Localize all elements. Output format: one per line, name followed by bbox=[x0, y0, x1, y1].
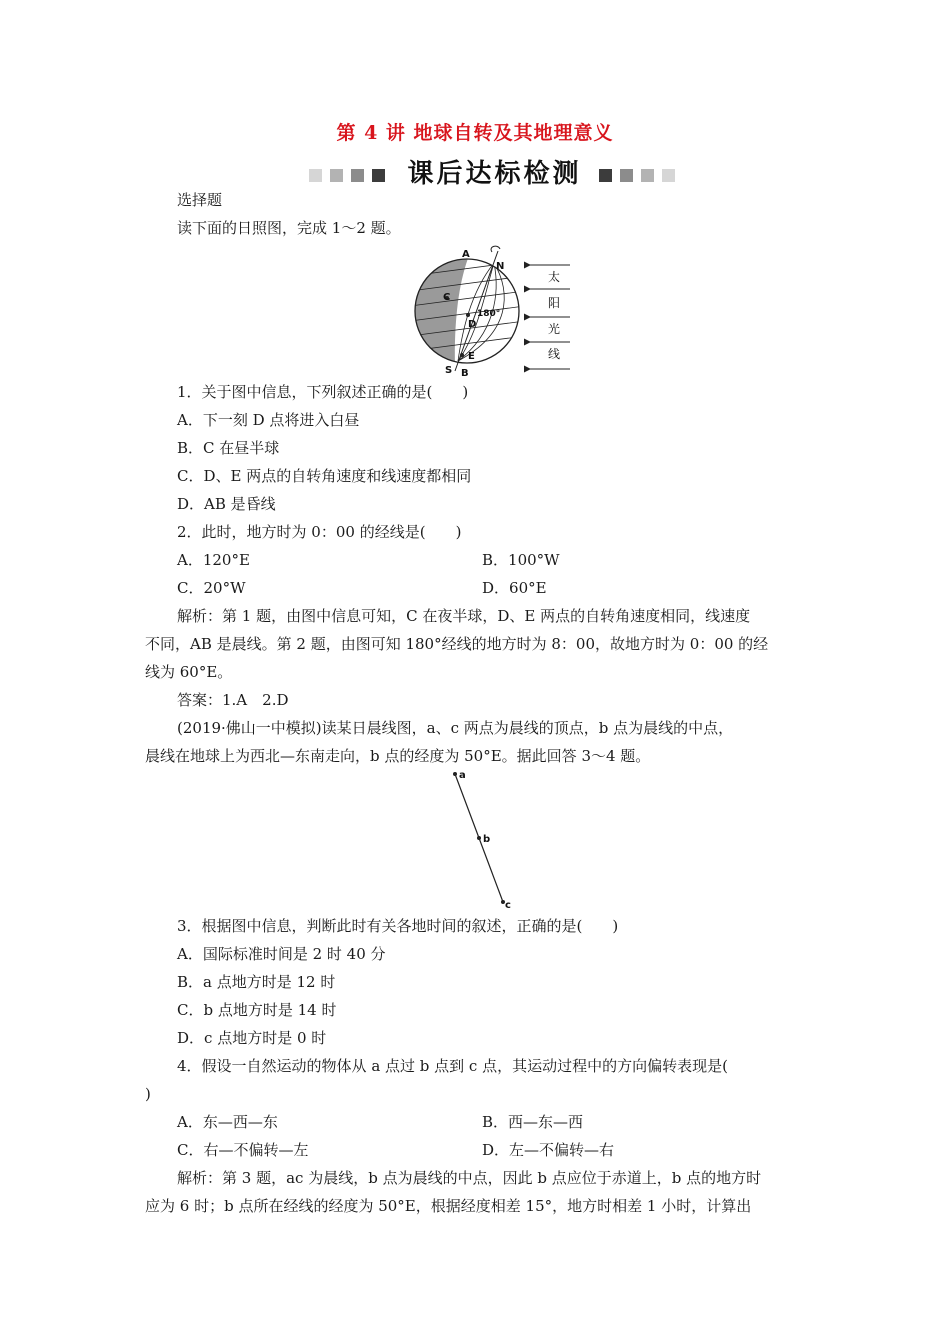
sun-char-3: 光 bbox=[548, 322, 561, 336]
banner-text: 课后达标检测 bbox=[407, 159, 582, 189]
q4-option-a: A．东—西—东 bbox=[177, 1113, 278, 1131]
q3-option-c: C．b 点地方时是 14 时 bbox=[177, 1001, 337, 1019]
banner-square-left-4 bbox=[372, 169, 385, 182]
analysis2-line-1: 解析：第 3 题，ac 为晨线，b 点为晨线的中点，因此 b 点应位于赤道上，b 点的地方时 bbox=[177, 1169, 762, 1187]
q1-stem: 1．关于图中信息，下列叙述正确的是( ) bbox=[177, 383, 469, 401]
q4-option-d: D．左—不偏转—右 bbox=[482, 1141, 615, 1159]
analysis1-line-3: 线为 60°E。 bbox=[145, 663, 233, 681]
label-n: N bbox=[496, 261, 505, 272]
banner-square-left-3 bbox=[351, 169, 364, 182]
banner-square-right-1 bbox=[599, 169, 612, 182]
label-180: 180° bbox=[477, 309, 501, 319]
intro2-line-1: (2019·佛山一中模拟)读某日晨线图，a、c 两点为晨线的顶点，b 点为晨线的中点， bbox=[177, 719, 734, 737]
point-b-dot bbox=[477, 836, 481, 840]
sun-char-4: 线 bbox=[548, 347, 561, 361]
q3-option-d: D．c 点地方时是 0 时 bbox=[177, 1029, 327, 1047]
point-e-dot bbox=[460, 353, 464, 357]
intro-text: 读下面的日照图，完成 1～2 题。 bbox=[177, 219, 401, 237]
sun-char-2: 阳 bbox=[548, 296, 561, 310]
sun-char-1: 太 bbox=[548, 270, 561, 284]
q1-option-b: B．C 在昼半球 bbox=[177, 439, 280, 457]
analysis2-line-2: 应为 6 时；b 点所在经线的经度为 50°E，根据经度相差 15°，地方时相差 1 小时，计算出 bbox=[145, 1197, 752, 1215]
q4-stem-line-2: ) bbox=[145, 1085, 151, 1103]
q3-option-b: B．a 点地方时是 12 时 bbox=[177, 973, 336, 991]
q3-stem: 3．根据图中信息，判断此时有关各地时间的叙述，正确的是( ) bbox=[177, 917, 619, 935]
banner-square-right-2 bbox=[620, 169, 633, 182]
label-a: a bbox=[459, 770, 466, 781]
label-s: S bbox=[445, 365, 453, 376]
page-title: 第 4 讲 地球自转及其地理意义 bbox=[336, 122, 614, 144]
section-banner bbox=[305, 153, 680, 191]
q1-option-c: C．D、E 两点的自转角速度和线速度都相同 bbox=[177, 467, 472, 485]
q2-option-a: A．120°E bbox=[177, 551, 250, 569]
q1-option-d: D．AB 是昏线 bbox=[177, 495, 276, 513]
intro2-line-2: 晨线在地球上为西北—东南走向，b 点的经度为 50°E。据此回答 3～4 题。 bbox=[145, 747, 651, 765]
q2-option-d: D．60°E bbox=[482, 579, 547, 597]
q1-option-a: A．下一刻 D 点将进入白昼 bbox=[177, 411, 360, 429]
answer1: 答案：1.A 2.D bbox=[177, 691, 289, 709]
point-a-dot bbox=[453, 772, 457, 776]
q2-option-c: C．20°W bbox=[177, 579, 246, 597]
label-c: c bbox=[505, 900, 511, 911]
label-d: D bbox=[468, 319, 477, 330]
label-b: B bbox=[461, 368, 469, 378]
point-d-dot bbox=[466, 313, 470, 317]
banner-square-left-2 bbox=[330, 169, 343, 182]
q4-option-b: B．西—东—西 bbox=[482, 1113, 584, 1131]
banner-square-left-1 bbox=[309, 169, 322, 182]
q2-option-b: B．100°W bbox=[482, 551, 560, 569]
dawn-line-diagram bbox=[443, 766, 513, 912]
label-c: C bbox=[443, 292, 451, 303]
daylight-diagram bbox=[400, 243, 575, 378]
analysis1-line-2: 不同，AB 是晨线。第 2 题，由图可知 180°经线的地方时为 8：00，故地方时为 0：00 的经 bbox=[145, 635, 769, 653]
banner-square-right-4 bbox=[662, 169, 675, 182]
q2-stem: 2．此时，地方时为 0：00 的经线是( ) bbox=[177, 523, 462, 541]
rotation-arrow-icon bbox=[491, 246, 500, 252]
q4-option-c: C．右—不偏转—左 bbox=[177, 1141, 309, 1159]
label-b: b bbox=[483, 834, 491, 845]
analysis1-line-1: 解析：第 1 题，由图中信息可知，C 在夜半球，D、E 两点的自转角速度相同，线速度 bbox=[177, 607, 751, 625]
label-a: A bbox=[462, 249, 470, 260]
q3-option-a: A．国际标准时间是 2 时 40 分 bbox=[177, 945, 386, 963]
section-label: 选择题 bbox=[177, 191, 223, 209]
label-e: E bbox=[468, 351, 475, 362]
q4-stem-line-1: 4．假设一自然运动的物体从 a 点过 b 点到 c 点，其运动过程中的方向偏转表现是( bbox=[177, 1057, 728, 1075]
banner-square-right-3 bbox=[641, 169, 654, 182]
